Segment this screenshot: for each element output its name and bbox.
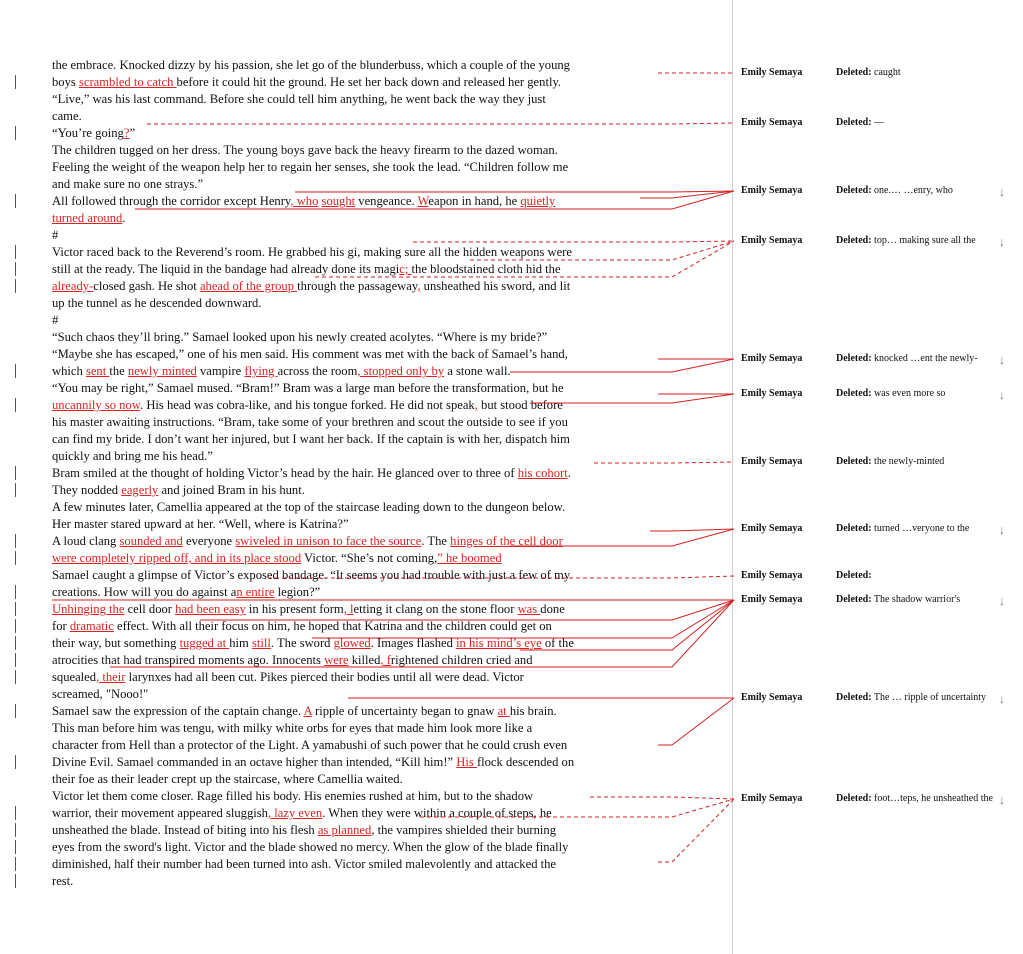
body-text: flock descended on (476, 755, 575, 769)
inserted-text: newly minted (127, 364, 197, 378)
body-text: . When they were within a couple of steps, he (322, 806, 552, 820)
body-text: the embrace. Knocked dizzy by his passion, she let go of the blunderbuss, which a couple of the young (52, 58, 570, 72)
deleted-content: caught (874, 67, 901, 78)
comment-author: Emily Semaya (741, 388, 803, 399)
body-text: closed gash. He shot (93, 279, 200, 293)
body-text: Divine Evil. Samael commanded in an octave higher than intended, “Kill him!” (52, 755, 457, 769)
body-text: which (52, 364, 86, 378)
down-arrow-icon[interactable]: ↓ (999, 523, 1005, 537)
inserted-text: uncannily so now (52, 398, 141, 412)
inserted-text: was (517, 602, 541, 616)
down-arrow-icon[interactable]: ↓ (999, 235, 1005, 249)
balloon-connector (268, 576, 734, 578)
inserted-text: , lazy even (267, 806, 323, 820)
body-text: vampire (196, 364, 245, 378)
body-text: # (52, 228, 59, 242)
balloon-connector (658, 698, 734, 745)
inserted-text: His (456, 755, 477, 769)
deleted-content: turned …veryone to the (874, 523, 970, 534)
inserted-text: dramatic (69, 619, 114, 633)
deleted-label: Deleted: (836, 456, 872, 467)
deleted-content: knocked …ent the newly- (874, 353, 978, 364)
deleted-label: Deleted: (836, 185, 872, 196)
body-text: rightened children cried and (390, 653, 533, 667)
deleted-label: Deleted: (836, 235, 872, 246)
body-text: his master awaiting instructions. “Bram, take some of your brethren and scout the outside to see if you (52, 415, 568, 429)
deleted-content: the newly-minted (874, 456, 945, 467)
inserted-text: swiveled in unison to face the source (235, 534, 422, 548)
body-text: # (52, 313, 59, 327)
body-text: “You may be right,” Samael mused. “Bram!” Bram was a large man before the transformation, but he (52, 381, 564, 395)
body-text: their foe as their leader crept up the staircase, where Camellia waited. (52, 772, 403, 786)
body-text: up the tunnel as he descended downward. (52, 296, 262, 310)
deleted-label: Deleted: (836, 692, 872, 703)
comment-author: Emily Semaya (741, 523, 803, 534)
body-text: Victor raced back to the Reverend’s room. He grabbed his gi, making sure all the hidden weapons were (52, 245, 572, 259)
body-text: larynxes had all been cut. Pikes pierced their bodies until all were dead. Victor (125, 670, 524, 684)
balloon-connector (590, 797, 734, 799)
inserted-text: W (417, 194, 429, 208)
body-text: etting it clang on the stone floor (353, 602, 518, 616)
body-text: “Maybe she has escaped,” one of his men said. His comment was met with the back of Samael’s hand, (52, 347, 568, 361)
deleted-label: Deleted: (836, 523, 872, 534)
deleted-content: — (874, 117, 885, 128)
inserted-text: c; (399, 262, 412, 276)
inserted-text: , f (380, 653, 391, 667)
balloon-connector (470, 241, 734, 260)
body-text: done (540, 602, 565, 616)
inserted-text: hinges of the cell door (450, 534, 563, 548)
inserted-text: ” he boomed (437, 551, 502, 565)
body-text: “Live,” was his last command. Before she could tell him anything, he went back the way they just (52, 92, 546, 106)
deleted-content: top… making sure all the (874, 235, 976, 246)
body-text: and joined Bram in his hunt. (158, 483, 305, 497)
body-text: a stone wall. (444, 364, 511, 378)
deleted-label: Deleted: (836, 594, 872, 605)
body-text: A loud clang (52, 534, 120, 548)
deleted-content: one.… …enry, who (874, 185, 953, 196)
body-text: . The (421, 534, 451, 548)
inserted-text: were (324, 653, 349, 667)
deleted-label: Deleted: (836, 67, 872, 78)
body-text: . (567, 466, 571, 480)
body-text: before it could hit the ground. He set her back down and released her gently. (176, 75, 562, 89)
body-text: Victor. “She’s not coming, (301, 551, 438, 565)
inserted-text: Unhinging the (52, 602, 125, 616)
inserted-text: , l (343, 602, 354, 616)
body-text: legion?” (274, 585, 321, 599)
balloon-connector (517, 600, 734, 650)
balloon-connector (594, 462, 734, 463)
inserted-text: tugged at (179, 636, 230, 650)
body-text: came. (52, 109, 82, 123)
balloon-connector (510, 529, 734, 546)
deleted-label: Deleted: (836, 117, 872, 128)
body-text: across the room (277, 364, 358, 378)
body-text: Her master stared upward at her. “Well, where is Katrina?” (52, 517, 349, 531)
body-text: ” (129, 126, 136, 140)
body-text: The children tugged on her dress. The young boys gave back the heavy firearm to the dazed woman. (52, 143, 558, 157)
down-arrow-icon[interactable]: ↓ (999, 692, 1005, 706)
body-text: “Such chaos they’ll bring.” Samael looked upon his newly created acolytes. “Where is my bride?” (52, 330, 548, 344)
body-text: . His head was cobra-like, and his tongue forked. He did not speak (140, 398, 475, 412)
body-text: eapon in hand, he (428, 194, 521, 208)
body-text: screamed, "Nooo!" (52, 687, 149, 701)
body-text: everyone (182, 534, 236, 548)
body-text: All followed through the corridor except Henry (52, 194, 291, 208)
balloon-connector (312, 600, 734, 638)
body-text: creations. How will you do against a (52, 585, 237, 599)
balloon-connector (658, 799, 734, 862)
body-text: unsheathed his sword, and lit (420, 279, 571, 293)
inserted-text: scrambled to catch (78, 75, 177, 89)
inserted-text: sent (85, 364, 110, 378)
inserted-text: turned around (52, 211, 123, 225)
comment-author: Emily Semaya (741, 235, 803, 246)
inserted-text: , their (96, 670, 126, 684)
inserted-text: eagerly (121, 483, 159, 497)
comment-author: Emily Semaya (741, 185, 803, 196)
body-text: warrior, their movement appeared sluggish (52, 806, 268, 820)
body-text: his brain. (509, 704, 557, 718)
balloon-connector (315, 241, 734, 277)
balloon-connector (530, 394, 734, 403)
body-text: A few minutes later, Camellia appeared at the top of the staircase leading down to the dungeon below. (52, 500, 566, 514)
body-text: squealed (52, 670, 97, 684)
body-text: him (229, 636, 252, 650)
deleted-content: The … ripple of uncertainty (873, 692, 987, 703)
inserted-text: at (497, 704, 510, 718)
inserted-text: flying (244, 364, 278, 378)
balloon-connector (413, 241, 734, 242)
body-text: Victor let them come closer. Rage filled his body. His enemies rushed at him, but to the shadow (52, 789, 534, 803)
inserted-text: quietly (520, 194, 556, 208)
body-text: They nodded (52, 483, 122, 497)
body-text: . (122, 211, 126, 225)
inserted-text: sought (321, 194, 356, 208)
inserted-text: still (251, 636, 271, 650)
body-text: . Images flashed (370, 636, 457, 650)
body-text: effect. With all their focus on him, he hoped that Katrina and the children could get on (113, 619, 552, 633)
body-text: cell door (124, 602, 176, 616)
body-text: quickly and bring me his head.” (52, 449, 213, 463)
inserted-text: as planned (317, 823, 372, 837)
down-arrow-icon[interactable]: ↓ (999, 594, 1005, 608)
body-text: atrocities that had transpired moments ago. Innocents (52, 653, 325, 667)
body-text: the (109, 364, 128, 378)
body-text: , the vampires shielded their burning (371, 823, 556, 837)
comment-author: Emily Semaya (741, 570, 803, 581)
balloon-connector (295, 191, 734, 192)
inserted-text: in his mind’s eye (456, 636, 542, 650)
body-text: of the (541, 636, 574, 650)
body-text: in his present form (245, 602, 344, 616)
body-text: Feeling the weight of the weapon help her to regain her senses, she took the lead. “Children follow me (52, 160, 569, 174)
body-text: Bram smiled at the thought of holding Victor’s head by the hair. He glanced over to three of (52, 466, 518, 480)
body-text: Samael caught a glimpse of Victor’s exposed bandage. “It seems you had trouble with just a few of my (52, 568, 571, 582)
inserted-text: , who (290, 194, 319, 208)
inserted-text: A (303, 704, 312, 718)
balloon-connector (110, 600, 734, 667)
down-arrow-icon[interactable]: ↓ (999, 793, 1005, 807)
deleted-label: Deleted: (836, 388, 872, 399)
body-text: for (52, 619, 70, 633)
body-text: killed (348, 653, 381, 667)
comment-author: Emily Semaya (741, 67, 803, 78)
comment-author: Emily Semaya (741, 692, 803, 703)
inserted-text: n entire (236, 585, 275, 599)
inserted-text: sounded and (119, 534, 183, 548)
balloon-connector (147, 123, 734, 124)
body-text: boys (52, 75, 79, 89)
inserted-text: ahead of the group (199, 279, 298, 293)
down-arrow-icon[interactable]: ↓ (999, 388, 1005, 402)
comment-author: Emily Semaya (741, 456, 803, 467)
body-text: This man before him was tengu, with milky white orbs for eyes that made him look more like a (52, 721, 533, 735)
body-text: character from Hell than a protector of the Light. A yamabushi of such power that he could crush even (52, 738, 568, 752)
balloon-connector (420, 799, 734, 817)
comment-author: Emily Semaya (741, 353, 803, 364)
body-text: ripple of uncertainty began to gnaw (311, 704, 498, 718)
body-text: can find my bride. I don’t want her injured, but I want her back. If the captain is with her, dispatch him (52, 432, 570, 446)
deleted-content: The shadow warrior's (873, 594, 961, 605)
balloon-connector (135, 191, 734, 209)
inserted-text: , (417, 279, 421, 293)
body-text: the bloodstained cloth hid the (411, 262, 561, 276)
inserted-text: were completely ripped off, and in its place stood (52, 551, 302, 565)
body-text: and make sure no one strays.” (52, 177, 204, 191)
inserted-text: , (474, 398, 478, 412)
body-text: eyes from the sword's light. Victor and the blade showed no mercy. When the glow of the blade finally (52, 840, 569, 854)
deleted-label: Deleted: (836, 353, 872, 364)
inserted-text: ? (123, 126, 130, 140)
balloon-connector (650, 529, 734, 531)
balloon-connector (510, 359, 734, 372)
inserted-text: had been easy (175, 602, 246, 616)
comment-author: Emily Semaya (741, 117, 803, 128)
body-text: their way, but something (52, 636, 180, 650)
deleted-content: was even more so (874, 388, 946, 399)
inserted-text: glowed (333, 636, 371, 650)
body-text: but stood before (477, 398, 563, 412)
body-text: vengeance. (355, 194, 418, 208)
deleted-label: Deleted: (836, 793, 872, 804)
body-text: Samael saw the expression of the captain change. (52, 704, 304, 718)
comment-author: Emily Semaya (741, 594, 803, 605)
comment-author: Emily Semaya (741, 793, 803, 804)
inserted-text: already- (52, 279, 94, 293)
down-arrow-icon[interactable]: ↓ (999, 353, 1005, 367)
deleted-label: Deleted: (836, 570, 872, 581)
body-text: diminished, half their number had been turned into ash. Victor smiled malevolently and attacked the (52, 857, 557, 871)
body-text: . The sword (270, 636, 334, 650)
body-text: rest. (52, 874, 74, 888)
body-text: unsheathed the blade. Instead of biting into his flesh (52, 823, 318, 837)
down-arrow-icon[interactable]: ↓ (999, 185, 1005, 199)
body-text: still at the ready. The liquid in the bandage had already done its magi (52, 262, 400, 276)
deleted-content: foot…teps, he unsheathed the (874, 793, 993, 804)
inserted-text: his cohort (517, 466, 568, 480)
body-text: through the passageway (297, 279, 418, 293)
inserted-text: , stopped only by (357, 364, 445, 378)
body-text: “You’re going (52, 126, 124, 140)
balloon-connector (200, 600, 734, 620)
